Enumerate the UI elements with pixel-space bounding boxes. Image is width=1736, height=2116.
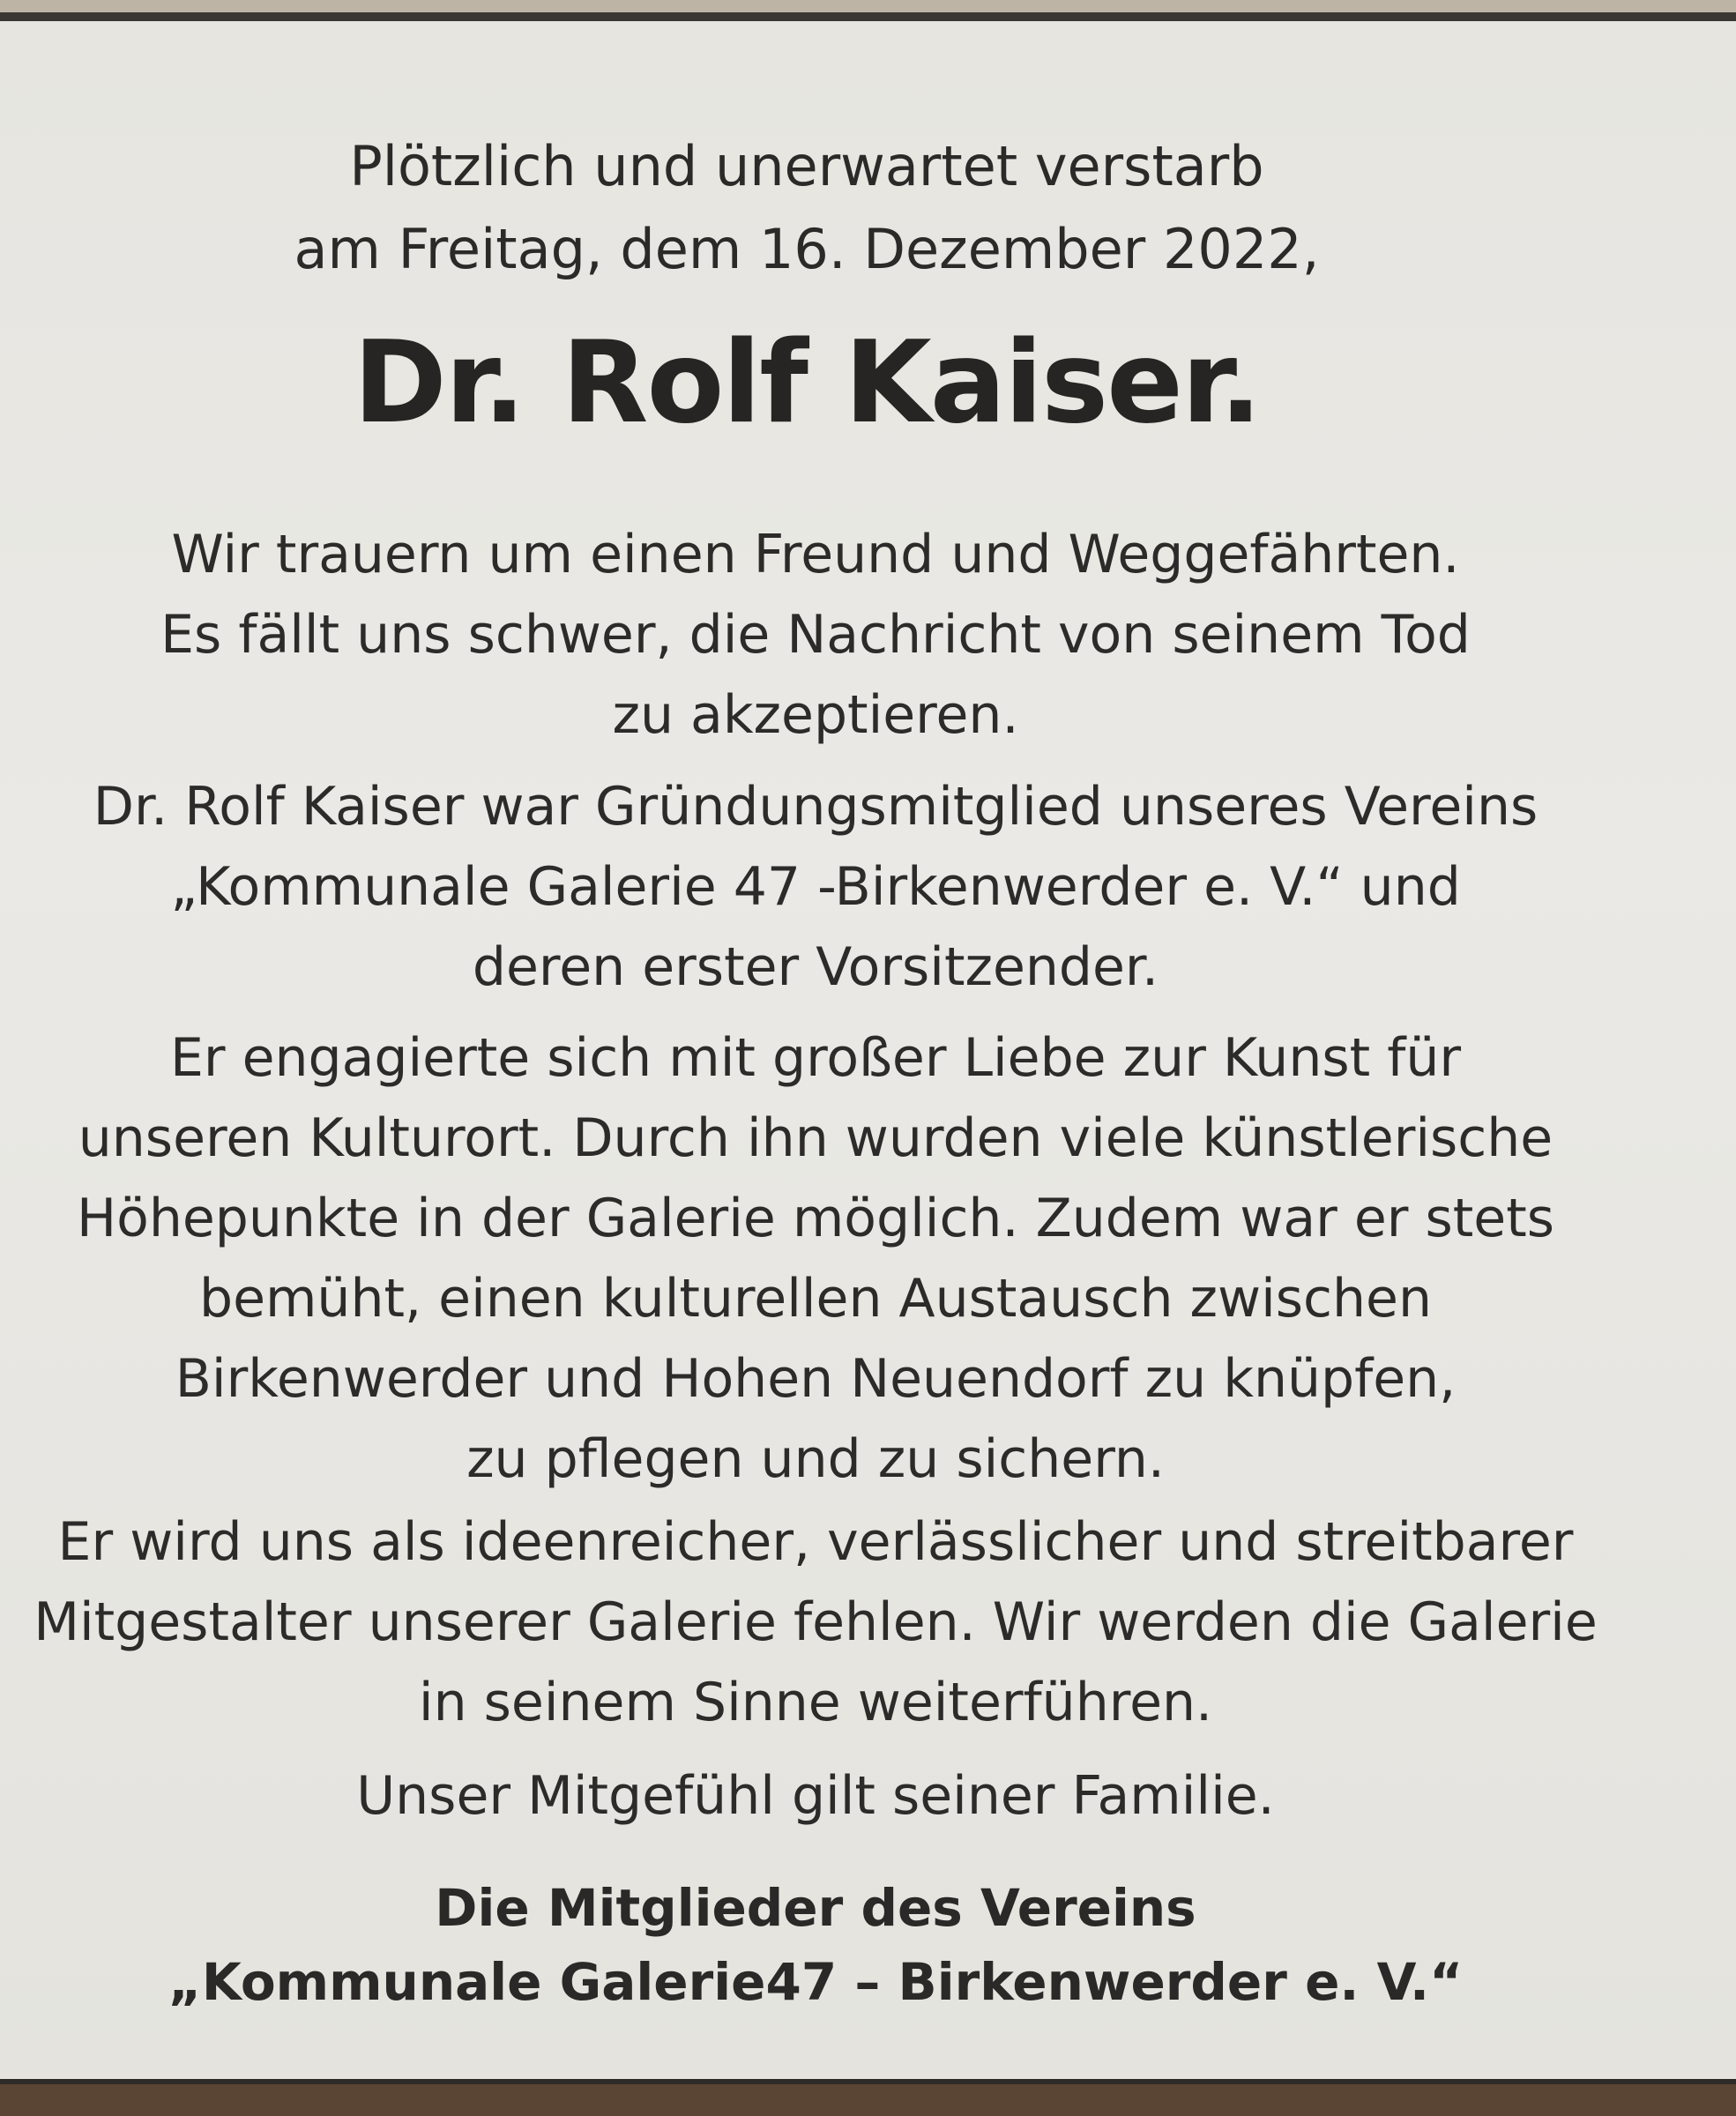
signature-line-1: Die Mitglieder des Vereins: [435, 1878, 1196, 1938]
paragraph-line: Mitgestalter unserer Galerie fehlen. Wir werden die Galerie: [34, 1591, 1598, 1653]
intro-line-1: Plötzlich und unerwartet verstarb: [349, 134, 1264, 198]
paragraph-line: Unser Mitgefühl gilt seiner Familie.: [356, 1765, 1275, 1827]
paragraph-farewell: [0, 1502, 1631, 1743]
paragraph-line: Es fällt uns schwer, die Nachricht von seinem Tod: [160, 604, 1471, 666]
bottom-border-rule: [0, 2079, 1736, 2116]
intro-text: [0, 125, 1613, 291]
top-paper-edge: [0, 0, 1736, 12]
paragraph-line: „Kommunale Galerie 47 -Birkenwerder e. V.“ und: [170, 856, 1461, 918]
paragraph-line: Er engagierte sich mit großer Liebe zur Kunst für: [169, 1027, 1462, 1089]
deceased-name: Dr. Rolf Kaiser.: [353, 317, 1261, 449]
paragraph-line: deren erster Vorsitzender.: [472, 936, 1159, 998]
paragraph-mourning: [0, 515, 1631, 756]
signature-line-2: „Kommunale Galerie47 – Birkenwerder e. V.“: [168, 1952, 1464, 2012]
paragraph-line: bemüht, einen kulturellen Austausch zwischen: [198, 1268, 1433, 1330]
paragraph-line: zu pflegen und zu sichern.: [466, 1428, 1165, 1490]
paragraph-line: zu akzeptieren.: [612, 684, 1019, 746]
paragraph-line: Er wird uns als ideenreicher, verlässlicher und streitbarer: [57, 1511, 1574, 1573]
paragraph-line: Höhepunkte in der Galerie möglich. Zudem war er stets: [77, 1188, 1554, 1249]
top-border-rule: [0, 12, 1736, 21]
paragraph-line: Wir trauern um einen Freund und Weggefährten.: [171, 524, 1460, 585]
paragraph-line: unseren Kulturort. Durch ihn wurden viele künstlerische: [78, 1107, 1553, 1169]
paragraph-line: Birkenwerder und Hohen Neuendorf zu knüpfen,: [175, 1348, 1457, 1410]
paragraph-line: in seinem Sinne weiterführen.: [418, 1672, 1213, 1733]
intro-line-2: am Freitag, dem 16. Dezember 2022,: [294, 217, 1320, 281]
paragraph-condolence: [0, 1756, 1631, 1837]
paragraph-founding-member: [0, 767, 1631, 1008]
paragraph-line: Dr. Rolf Kaiser war Gründungsmitglied unseres Vereins: [93, 776, 1539, 838]
paragraph-engagement: [0, 1018, 1631, 1500]
signature: [0, 1871, 1631, 2019]
